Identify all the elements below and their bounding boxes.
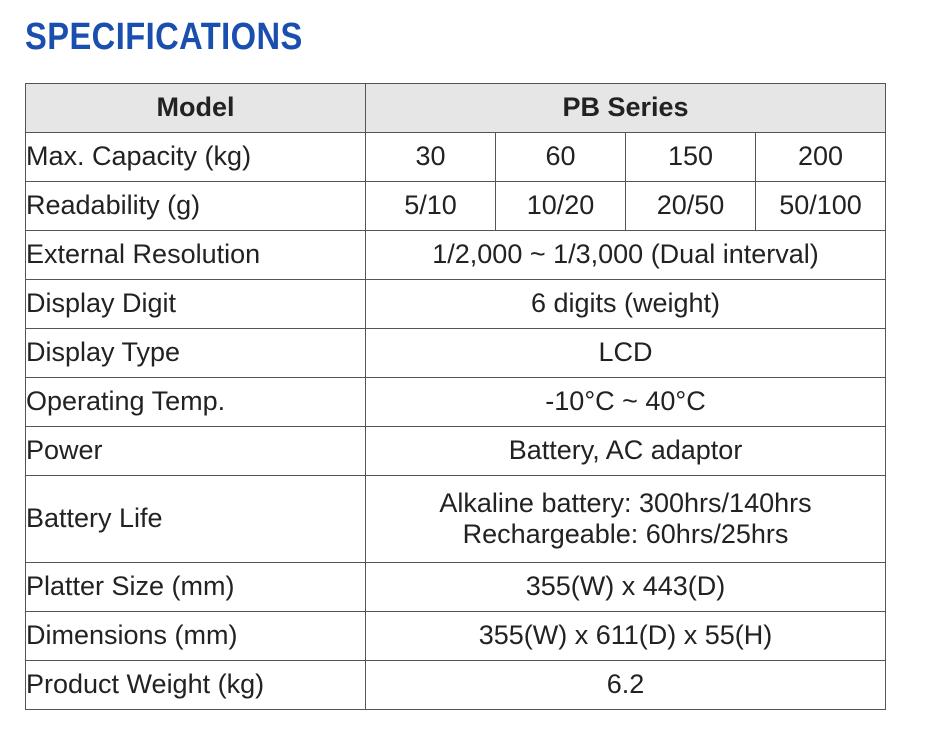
table-row xyxy=(26,133,886,182)
row-value: 6.2 xyxy=(366,661,886,710)
row-label: External Resolution xyxy=(26,231,366,280)
row-value: 1/2,000 ~ 1/3,000 (Dual interval) xyxy=(366,231,886,280)
readability-value: 10/20 xyxy=(496,182,626,231)
row-label: Display Type xyxy=(26,329,366,378)
header-row xyxy=(26,84,886,133)
row-label: Max. Capacity (kg) xyxy=(26,133,366,182)
row-value: 355(W) x 611(D) x 55(H) xyxy=(366,612,886,661)
row-value: Battery, AC adaptor xyxy=(366,427,886,476)
battery-rechargeable: Rechargeable: 60hrs/25hrs xyxy=(462,519,789,549)
table-row xyxy=(26,182,886,231)
table-row xyxy=(26,427,886,476)
page-title: SPECIFICATIONS xyxy=(25,16,303,58)
specifications-table xyxy=(25,83,886,710)
row-label: Dimensions (mm) xyxy=(26,612,366,661)
table-row xyxy=(26,329,886,378)
row-value xyxy=(366,476,886,563)
row-label: Battery Life xyxy=(26,476,366,563)
capacity-value: 30 xyxy=(366,133,496,182)
table-row xyxy=(26,231,886,280)
capacity-value: 60 xyxy=(496,133,626,182)
battery-alkaline: Alkaline battery: 300hrs/140hrs xyxy=(439,487,812,518)
table-row xyxy=(26,476,886,563)
row-value: 355(W) x 443(D) xyxy=(366,563,886,612)
model-header: Model xyxy=(26,84,366,133)
capacity-value: 200 xyxy=(756,133,886,182)
row-value: 6 digits (weight) xyxy=(366,280,886,329)
row-label: Product Weight (kg) xyxy=(26,661,366,710)
row-label: Power xyxy=(26,427,366,476)
row-label: Readability (g) xyxy=(26,182,366,231)
row-value: LCD xyxy=(366,329,886,378)
capacity-value: 150 xyxy=(626,133,756,182)
readability-value: 20/50 xyxy=(626,182,756,231)
series-header: PB Series xyxy=(366,84,886,133)
row-label: Platter Size (mm) xyxy=(26,563,366,612)
table-row xyxy=(26,280,886,329)
row-value: -10°C ~ 40°C xyxy=(366,378,886,427)
table-row xyxy=(26,612,886,661)
table-row xyxy=(26,661,886,710)
row-label: Display Digit xyxy=(26,280,366,329)
table-row xyxy=(26,563,886,612)
table-row xyxy=(26,378,886,427)
readability-value: 50/100 xyxy=(756,182,886,231)
readability-value: 5/10 xyxy=(366,182,496,231)
row-label: Operating Temp. xyxy=(26,378,366,427)
